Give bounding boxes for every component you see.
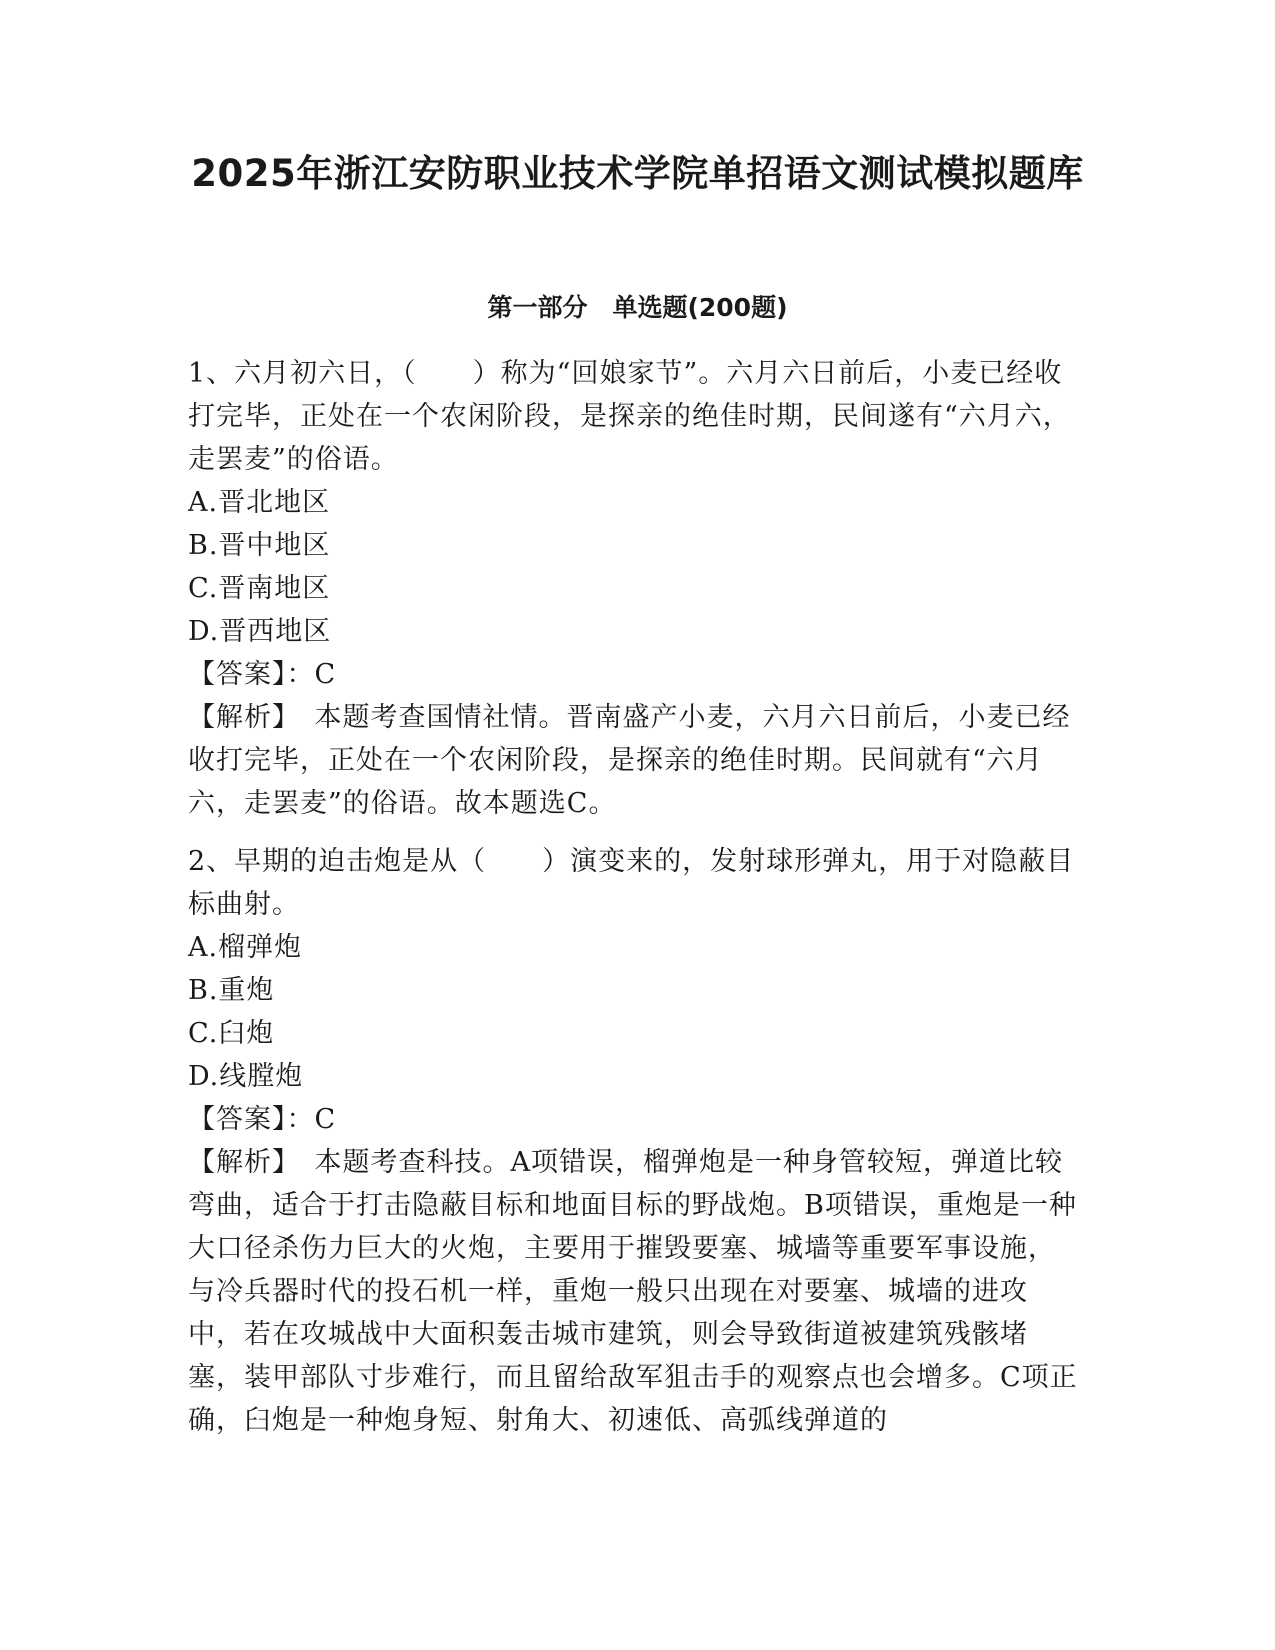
- explanation: [188, 696, 1078, 825]
- answer-value: C: [314, 659, 337, 690]
- explanation-text: 本题考查科技。A项错误，榴弹炮是一种身管较短，弹道比较弯曲，适合于打击隐蔽目标和地面目标的野战炮。B项错误，重炮是一种大口径杀伤力巨大的火炮，主要用于摧毁要塞、城墙等重要军事设施，与冷兵器时代的投石机一样，重炮一般只出现在对要塞、城墙的进攻中，若在攻城战中大面积轰击城市建筑，则会导致街道被建筑残骸堵塞，装甲部队寸步难行，而且留给敌军狙击手的观察点也会增多。C项正确，臼炮是一种炮身短、射角大、初速低、高弧线弹道的: [188, 1147, 1078, 1436]
- question-item-1: [188, 352, 1078, 825]
- explanation-label: 【解析】: [188, 1147, 287, 1178]
- option-d: D.线膛炮: [188, 1061, 304, 1092]
- explanation-text: 本题考查国情社情。晋南盛产小麦，六月六日前后，小麦已经收打完毕，正处在一个农闲阶段，是探亲的绝佳时期。民间就有“六月六，走罢麦”的俗语。故本题选C。: [188, 702, 1071, 819]
- question-stem: 2、早期的迫击炮是从（ ）演变来的，发射球形弹丸，用于对隐蔽目标曲射。: [188, 846, 1075, 920]
- answer-value: C: [314, 1104, 337, 1135]
- option-c: C.晋南地区: [188, 573, 331, 604]
- question-stem: 1、六月初六日，（ ）称为“回娘家节”。六月六日前后，小麦已经收打完毕，正处在一个农闲阶段，是探亲的绝佳时期，民间遂有“六月六，走罢麦”的俗语。: [188, 358, 1071, 475]
- option-d: D.晋西地区: [188, 616, 332, 647]
- answer-label: 【答案】：: [188, 1104, 315, 1135]
- question-item-2: [188, 840, 1078, 1442]
- question-list: [188, 352, 1078, 1457]
- option-b: B.重炮: [188, 975, 275, 1006]
- section-heading: 第一部分 单选题(200题): [487, 293, 788, 322]
- answer-line: [188, 1098, 1078, 1141]
- option-c: C.臼炮: [188, 1018, 275, 1049]
- document-title: 2025年浙江安防职业技术学院单招语文测试模拟题库: [191, 152, 1084, 195]
- explanation: [188, 1141, 1078, 1442]
- answer-label: 【答案】：: [188, 659, 315, 690]
- option-b: B.晋中地区: [188, 530, 331, 561]
- option-a: A.晋北地区: [188, 487, 331, 518]
- option-a: A.榴弹炮: [188, 932, 303, 963]
- explanation-label: 【解析】: [188, 702, 287, 733]
- answer-line: [188, 653, 1078, 696]
